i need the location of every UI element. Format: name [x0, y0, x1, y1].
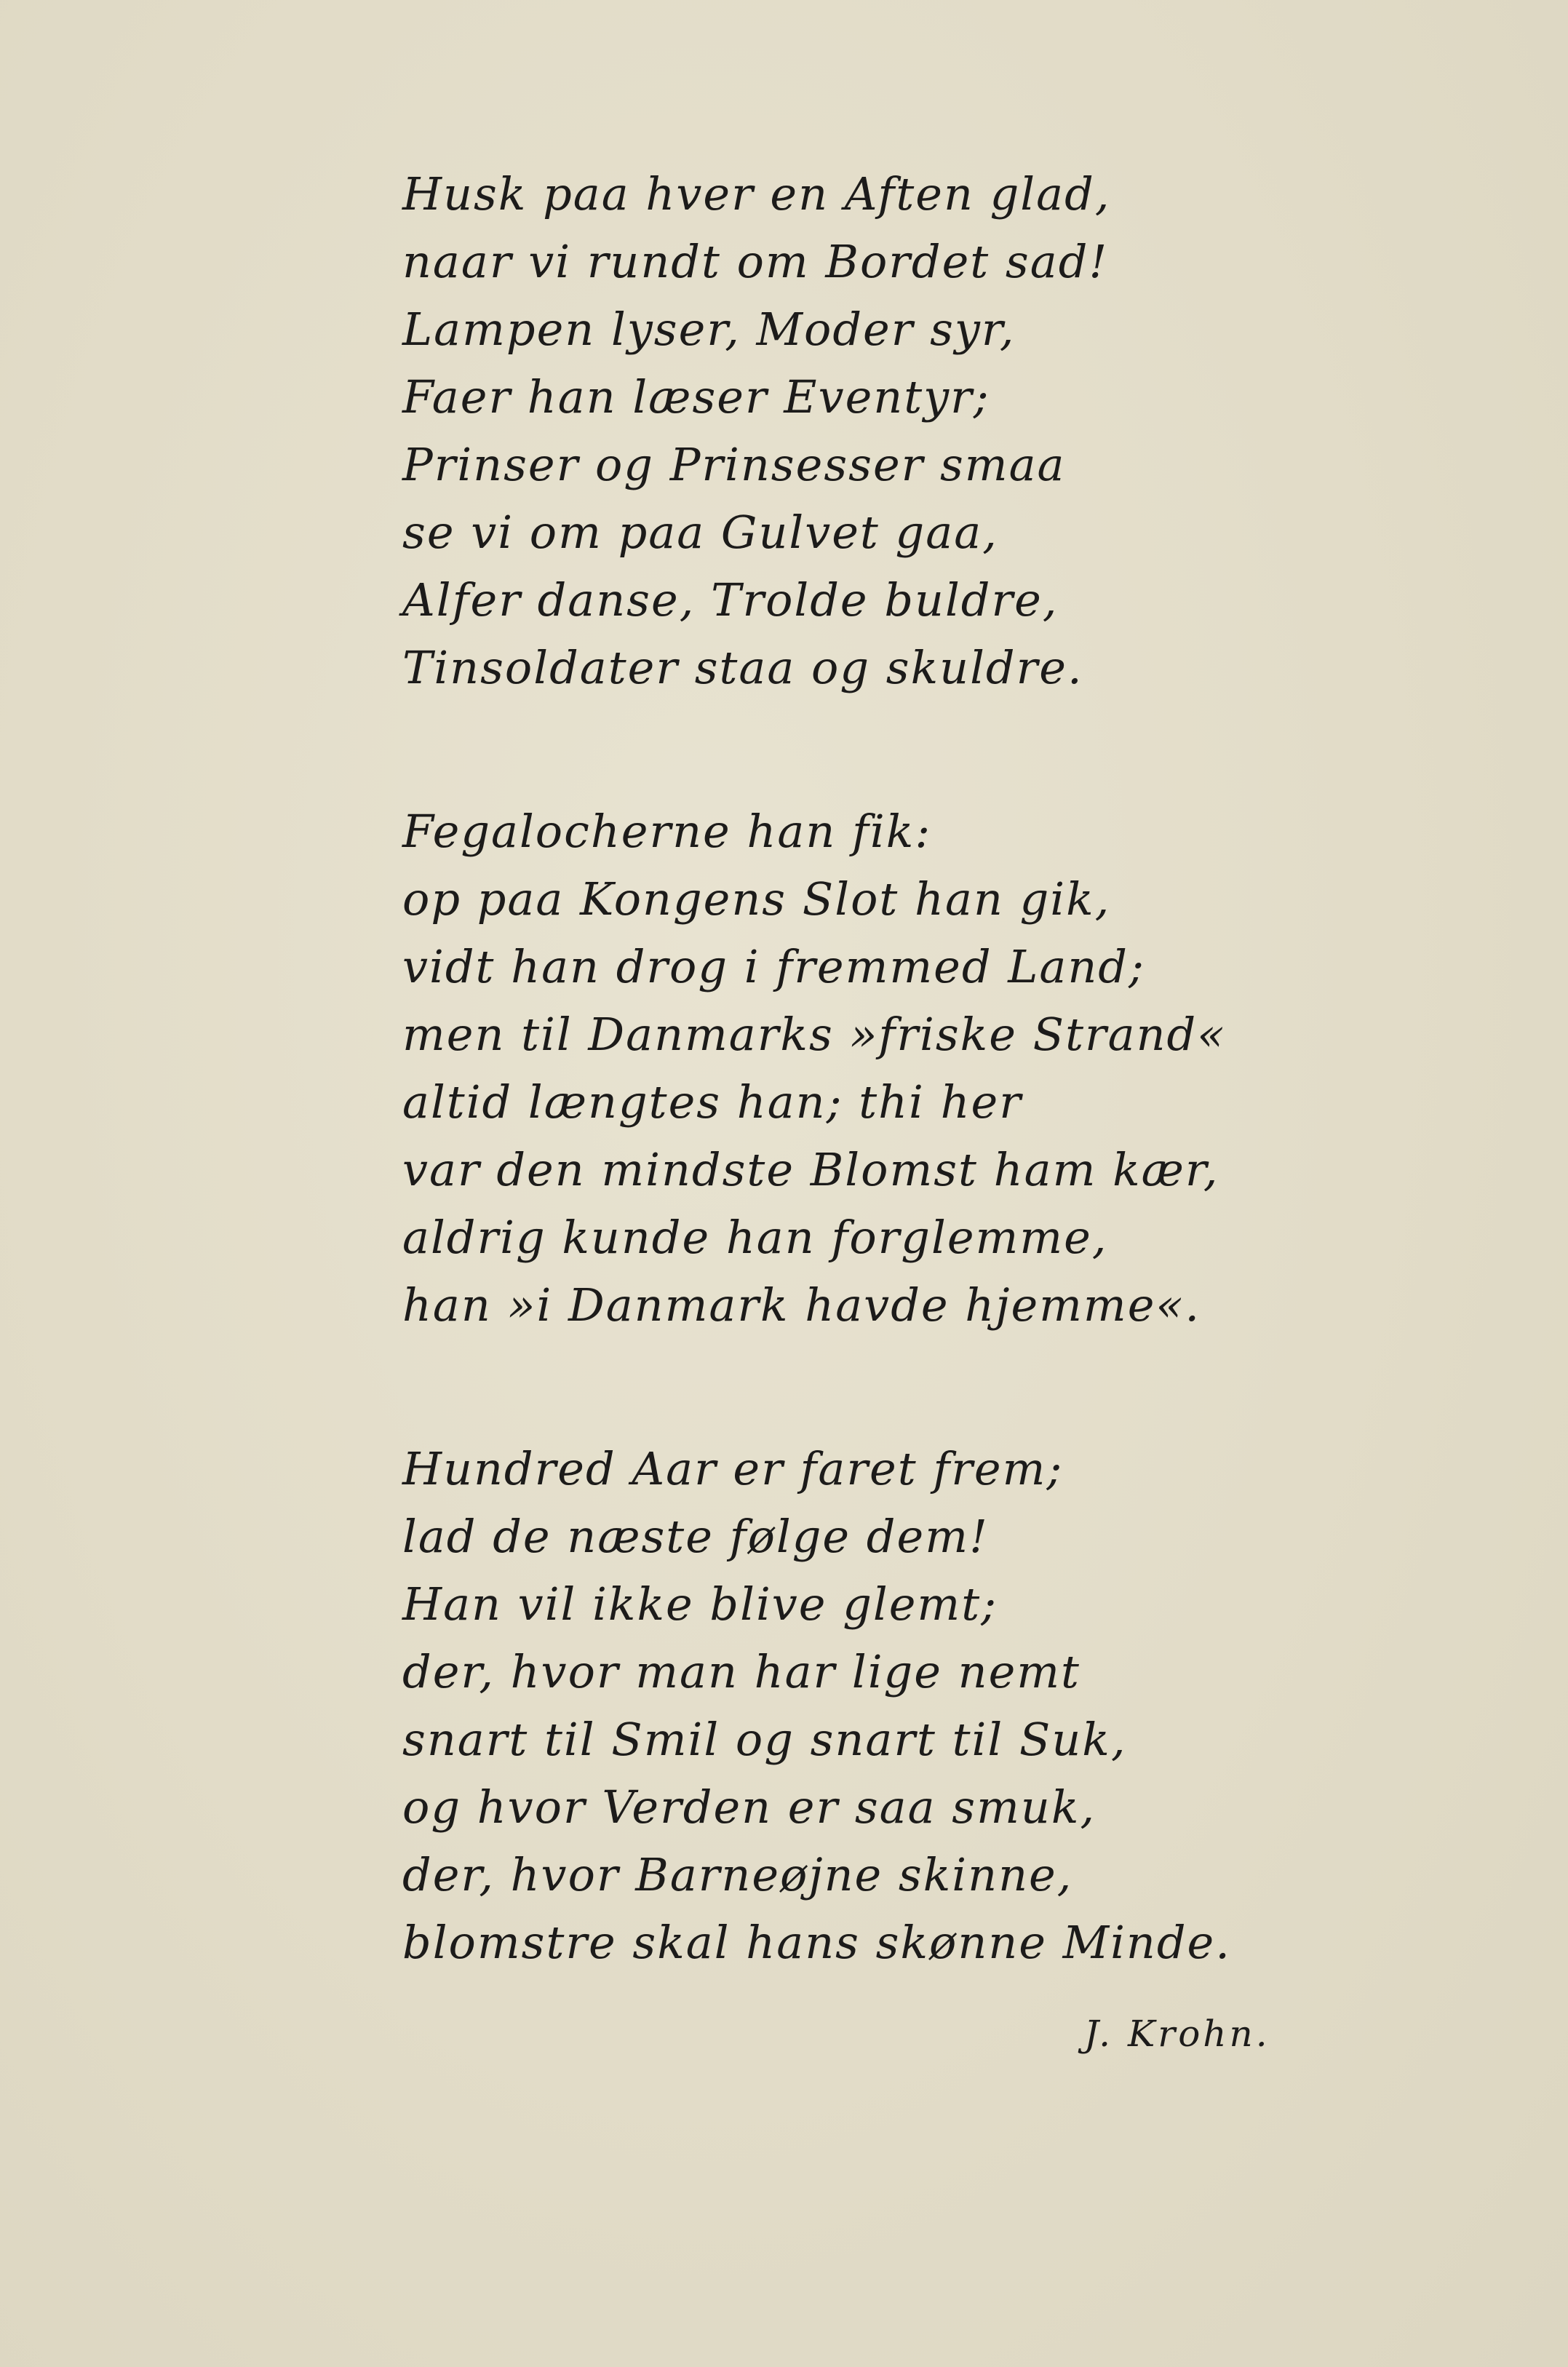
poem-line: han »i Danmark havde hjemme«. [402, 1278, 1201, 1332]
poem-line: Faer han læser Eventyr; [402, 370, 990, 423]
poem-line: lad de næste følge dem! [402, 1510, 989, 1563]
stanza-2 [402, 797, 1319, 1339]
poem-line: var den mindste Blomst ham kær, [402, 1143, 1219, 1196]
poem [402, 160, 1319, 1976]
poem-line: Lampen lyser, Moder syr, [402, 303, 1016, 356]
stanza-1 [402, 160, 1319, 701]
author-signature: J. Krohn. [1084, 2013, 1270, 2055]
poem-line: Han vil ikke blive glemt; [402, 1578, 998, 1631]
poem-line: se vi om paa Gulvet gaa, [402, 506, 998, 559]
poem-line: Fegalocherne han fik: [402, 805, 932, 858]
poem-line: naar vi rundt om Bordet sad! [402, 235, 1109, 288]
stanza-3 [402, 1435, 1319, 1976]
poem-line: vidt han drog i fremmed Land; [402, 940, 1145, 993]
poem-line: Alfer danse, Trolde buldre, [402, 573, 1059, 626]
poem-line: Hundred Aar er faret frem; [402, 1442, 1064, 1495]
poem-line: snart til Smil og snart til Suk, [402, 1713, 1127, 1766]
poem-line: og hvor Verden er saa smuk, [402, 1781, 1097, 1834]
poem-line: Husk paa hver en Aften glad, [402, 167, 1111, 220]
poem-line: der, hvor Barneøjne skinne, [402, 1848, 1073, 1901]
poem-line: Prinser og Prinsesser smaa [402, 438, 1066, 491]
poem-line: der, hvor man har lige nemt [402, 1645, 1081, 1698]
poem-line: op paa Kongens Slot han gik, [402, 872, 1111, 926]
poem-line: aldrig kunde han forglemme, [402, 1211, 1108, 1264]
poem-line: blomstre skal hans skønne Minde. [402, 1916, 1231, 1969]
poem-line: altid længtes han; thi her [402, 1075, 1022, 1129]
poem-line: Tinsoldater staa og skuldre. [402, 641, 1083, 694]
poem-line: men til Danmarks »friske Strand« [402, 1008, 1227, 1061]
